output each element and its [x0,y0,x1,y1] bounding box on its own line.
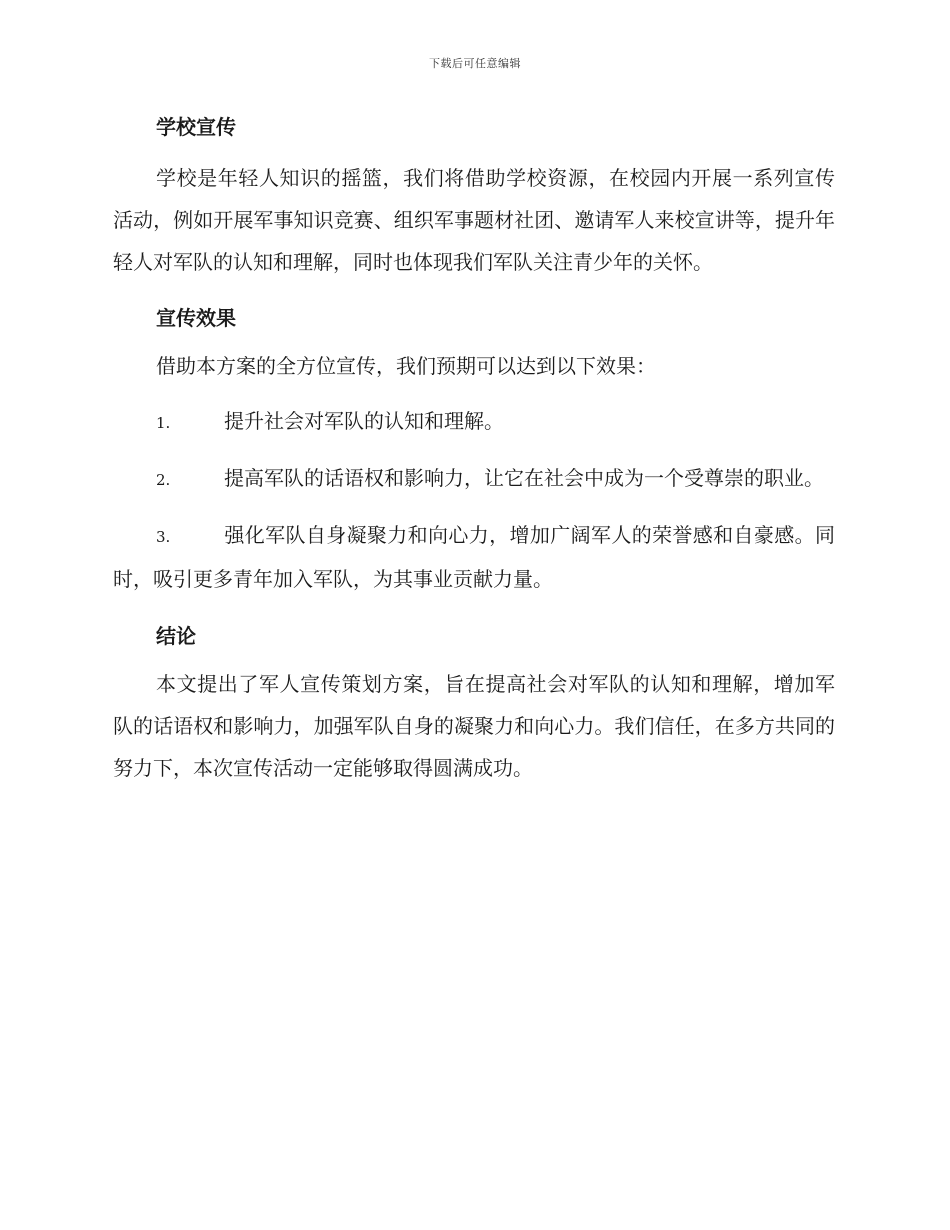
list-item-number: 1. [156,414,171,432]
list-item-text: 提升社会对军队的认知和理解。 [224,409,504,433]
list-item [113,457,835,501]
section-paragraph-conclusion: 本文提出了军人宣传策划方案，旨在提高社会对军队的认知和理解，增加军队的话语权和影响力，加强军队自身的凝聚力和向心力。我们信任，在多方共同的努力下，本次宣传活动一定能够取得圆满成功。 [113,672,835,780]
section-heading-school: 学校宣传 [156,115,236,139]
list-item-text: 提高军队的话语权和影响力，让它在社会中成为一个受尊崇的职业。 [224,466,824,490]
section-heading-effects: 宣传效果 [156,306,236,330]
list-item-number: 2. [156,471,171,489]
list-item [113,514,835,600]
header-note: 下载后可任意编辑 [429,57,521,70]
section-paragraph-school: 学校是年轻人知识的摇篮，我们将借助学校资源，在校园内开展一系列宣传活动，例如开展军事知识竞赛、组织军事题材社团、邀请军人来校宣讲等，提升年轻人对军队的认知和理解，同时也体现我们军队关注青少年的关怀。 [113,166,835,274]
document-body [113,110,835,789]
list-item-text: 强化军队自身凝聚力和向心力，增加广阔军人的荣誉感和自豪感。同时，吸引更多青年加入军队，为其事业贡献力量。 [113,523,835,591]
list-item [113,400,835,444]
list-item-number: 3. [156,528,171,546]
section-paragraph-effects: 借助本方案的全方位宣传，我们预期可以达到以下效果： [156,354,656,378]
section-heading-conclusion: 结论 [156,624,196,648]
